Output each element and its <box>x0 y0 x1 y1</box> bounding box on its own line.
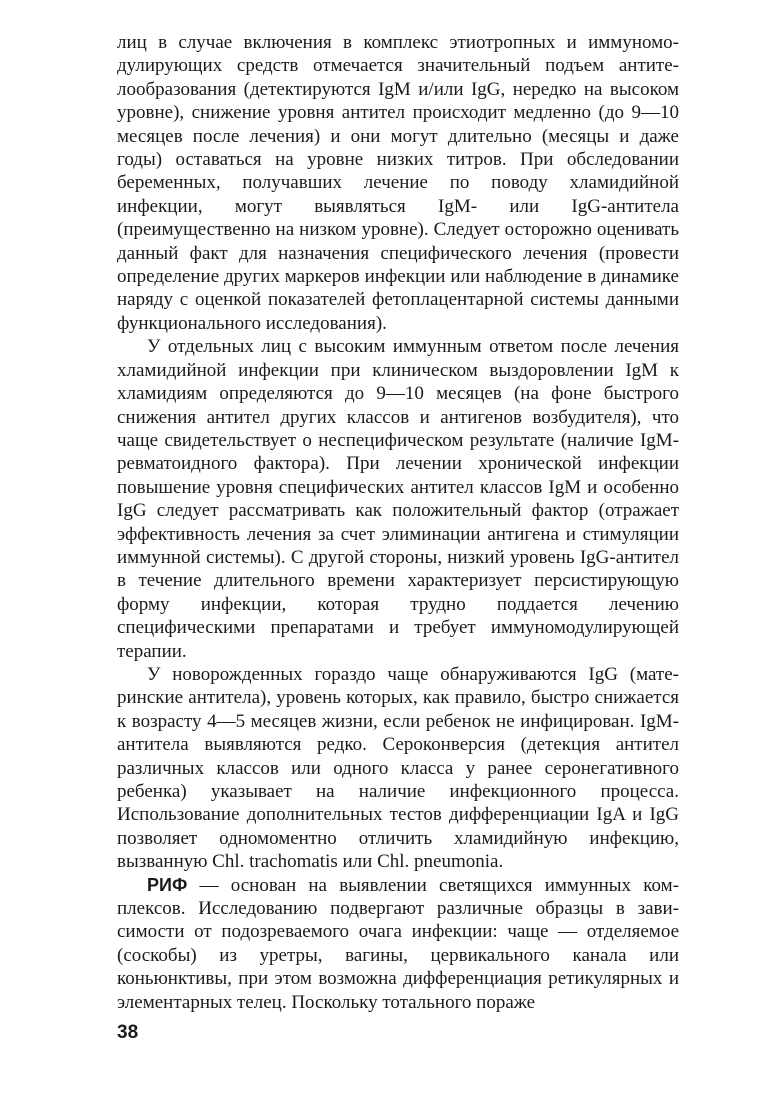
term-rif: РИФ <box>147 874 188 895</box>
document-page <box>117 31 679 1014</box>
paragraph-1: лиц в случае включения в комплекс этиотропных и иммуномодулирующих средств отмечается значительный подъем антителообразования (детектируются IgM и/или IgG, нередко на высоком уровне), снижение уровня антител происходит медленно (до 9—10 месяцев после лечения) и они могут длительно (месяцы и даже годы) оставаться на уровне низких титров. При обследовании беременных, получавших лечение по поводу хламидийной инфекции, могут выявляться IgM- или IgG-антитела (преимущественно на низком уровне). Следует осторожно оценивать данный факт для назначения специфического лечения (провести определение других маркеров инфекции или наблюдение в динамике наряду с оценкой показателей фетоплацентарной системы данными функционального исследования). <box>117 32 679 334</box>
paragraph-4-text: — основан на выявлении светящихся иммунных комплексов. Исследованию подвергают различные образцы в зависимости от подозреваемого очага инфекции: чаще — отделяемое (соскобы) из уретры, вагины, цервикального канала или коньюнктивы, при этом возможна дифференциация ретикулярных и элементарных телец. Поскольку тотального пораже <box>117 874 679 1013</box>
paragraph-4 <box>117 874 679 1014</box>
page-number: 38 <box>117 1022 139 1043</box>
paragraph-2: У отдельных лиц с высоким иммунным ответом после лечения хламидийной инфекции при клиническом выздоровлении IgM к хламидиям определяются до 9—10 месяцев (на фоне быстрого снижения антител других классов и антигенов возбудителя), что чаще свидетельствует о неспецифическом результате (наличие IgM-ревматоидного фактора). При лечении хронической инфекции повышение уровня специфических антител классов IgM и особенно IgG следует рассматривать как положительный фактор (отражает эффективность лечения за счет элиминации антигена и стимуляции иммунной системы). С другой стороны, низкий уровень IgG-антител в течение длительного времени характеризует персистирующую форму инфекции, которая трудно поддается лечению специфическими препаратами и требует иммуномодулирующей терапии. <box>117 336 679 662</box>
paragraph-3: У новорожденных гораздо чаще обнаруживаются IgG (материнские антитела), уровень которых, как правило, быстро снижается к возрасту 4—5 месяцев жизни, если ребенок не инфицирован. IgM-антитела выявляются редко. Сероконверсия (детекция антител различных классов или одного класса у ранее серонегативного ребенка) указывает на наличие инфекционного процесса. Использование дополнительных тестов дифференциации IgA и IgG позволяет одномоментно отличить хламидийную инфекцию, вызванную Chl. trachomatis или Chl. pneumonia. <box>117 663 679 873</box>
